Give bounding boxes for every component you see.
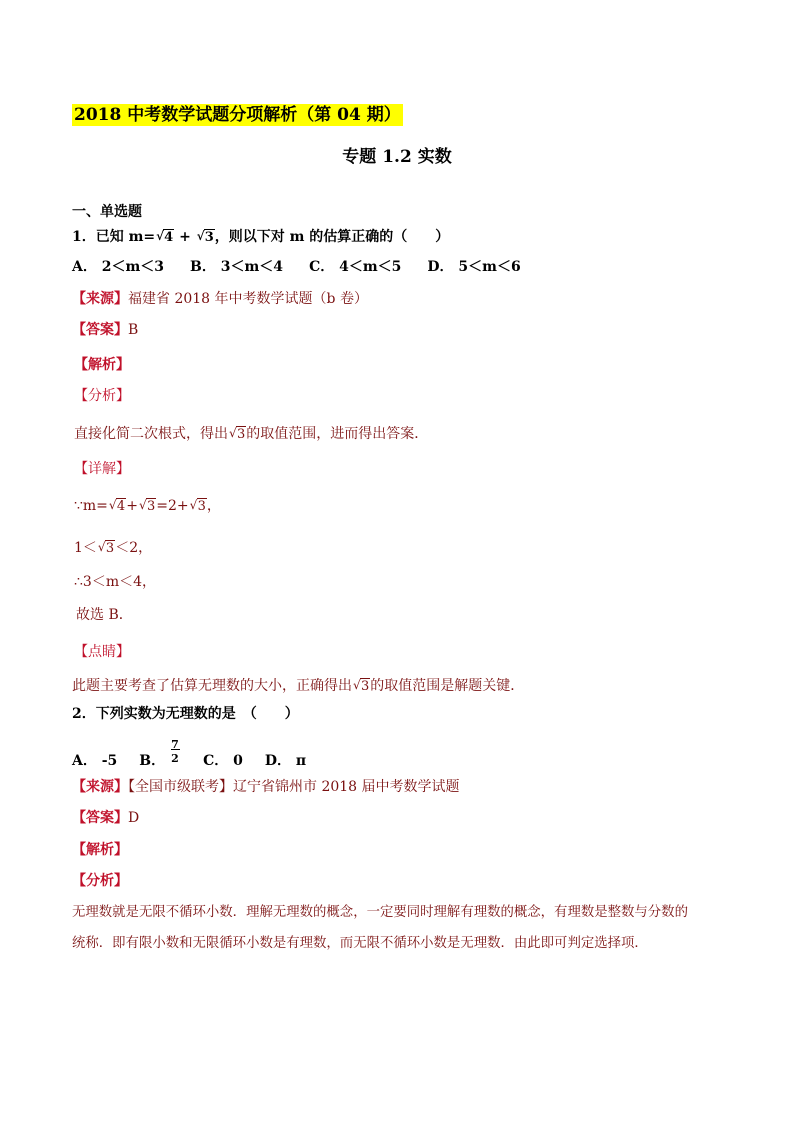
- radical-icon: √: [353, 678, 361, 692]
- q1-step-2: 1＜ √ 3＜2，: [74, 540, 153, 556]
- q2-source-text: 【全国市级联考】辽宁省锦州市 2018 届中考数学试题: [128, 779, 460, 795]
- q2-stem: 2．下列实数为无理数的是 （ ）: [72, 706, 299, 722]
- q1-option-b: B． 3＜m＜4: [190, 259, 284, 275]
- q2-fenxi-line-1: 无理数就是无限不循环小数．理解无理数的概念，一定要同时理解有理数的概念，有理数是整数与分数的: [72, 905, 688, 920]
- q1-step1-sqrt-c: √ 3: [189, 498, 206, 514]
- q1-step-1: ∵m= √ 4+ √ 3=2+ √ 3，: [74, 498, 221, 514]
- q2-fenxi-line-2: 统称．即有限小数和无限循环小数是有理数，而无限不循环小数是无理数．由此即可判定选择项．: [72, 936, 648, 951]
- q1-dianjing-text: 此题主要考查了估算无理数的大小，正确得出 √ 3的取值范围是解题关键．: [72, 678, 525, 694]
- q1-dianjing-label: 【点睛】: [74, 644, 130, 660]
- q1-stem-plus: +: [174, 229, 196, 245]
- q1-step1-sqrt-a: √ 4: [108, 498, 126, 514]
- q1-source-text: 福建省 2018 年中考数学试题（b 卷）: [128, 291, 368, 307]
- q1-fenxi-label: 【分析】: [74, 388, 130, 404]
- radical-icon: √: [108, 498, 117, 512]
- q1-options: [72, 258, 521, 276]
- q1-step-4: 故选 B．: [76, 607, 133, 623]
- q1-source-label: 【来源】: [72, 291, 128, 307]
- section-heading: 一、单选题: [72, 204, 142, 220]
- q1-option-c: C． 4＜m＜5: [309, 259, 402, 275]
- q1-stem-prefix: 1．已知 m=: [72, 229, 156, 245]
- q1-stem-suffix: ，则以下对 m 的估算正确的（ ）: [214, 229, 450, 245]
- radical-icon: √: [138, 498, 147, 512]
- radical-icon: √: [196, 229, 205, 243]
- q2-option-b-prefix: B．: [139, 753, 166, 769]
- q2-analysis-label: 【解析】: [72, 842, 128, 858]
- radical-icon: √: [97, 540, 106, 554]
- q2-fenxi-label: 【分析】: [72, 873, 128, 889]
- q2-source: [72, 778, 460, 796]
- q2-answer-text: D: [128, 810, 140, 826]
- q2-option-d: D． π: [264, 753, 307, 769]
- q1-answer: [72, 321, 138, 339]
- q1-source: [72, 290, 368, 308]
- q1-stem: [72, 228, 449, 247]
- radical-icon: √: [189, 498, 198, 512]
- q2-option-c: C． 0: [203, 753, 243, 769]
- q1-option-a: A． 2＜m＜3: [72, 259, 165, 275]
- q1-stem-sqrt-b: √ 3: [196, 229, 214, 245]
- q1-stem-sqrt-a: √ 4: [156, 229, 174, 245]
- q1-fenxi-text: 直接化简二次根式，得出 √ 3的取值范围，进而得出答案．: [74, 426, 429, 442]
- q2-answer-label: 【答案】: [72, 810, 128, 826]
- topic-title: 专题 1.2 实数: [342, 147, 452, 167]
- q1-answer-label: 【答案】: [72, 322, 128, 338]
- q1-option-d: D． 5＜m＜6: [427, 259, 521, 275]
- radical-icon: √: [229, 426, 237, 440]
- q2-option-b-fraction: $\frac{7}{2}$: [171, 738, 179, 765]
- q1-step2-sqrt: √ 3: [97, 540, 115, 556]
- q2-option-a: A． -5: [72, 753, 118, 769]
- q1-detail-label: 【详解】: [74, 461, 130, 477]
- q2-options: [72, 738, 307, 770]
- q1-answer-text: B: [128, 322, 139, 338]
- radical-icon: √: [156, 229, 165, 243]
- q1-analysis-label: 【解析】: [74, 357, 130, 373]
- series-title: 2018 中考数学试题分项解析（第 04 期）: [74, 105, 401, 125]
- q1-step1-sqrt-b: √ 3: [138, 498, 156, 514]
- q1-fenxi-sqrt: √ 3: [229, 426, 246, 442]
- q2-source-label: 【来源】: [72, 779, 128, 795]
- q1-step-3: ∴3＜m＜4，: [74, 574, 156, 590]
- q1-dianjing-sqrt: √ 3: [353, 678, 370, 694]
- q2-answer: [72, 809, 139, 827]
